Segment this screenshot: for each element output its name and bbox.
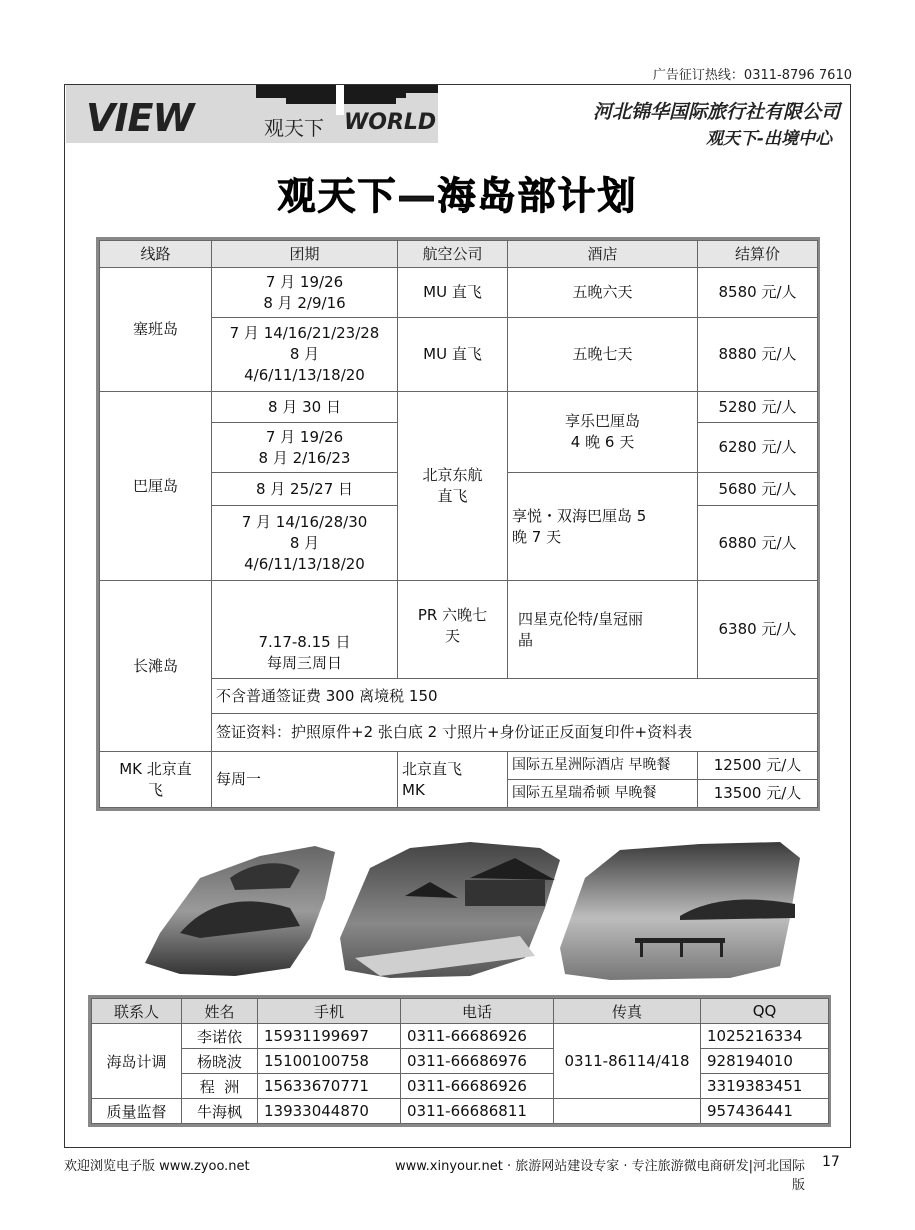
price-cell: 6880 元/人 — [698, 506, 818, 581]
header-contact: 联系人 — [92, 999, 182, 1024]
route-saipan: 塞班岛 — [100, 268, 212, 392]
contact-mobile: 15633670771 — [258, 1074, 401, 1099]
header-airline: 航空公司 — [398, 241, 508, 268]
contact-fax-empty — [554, 1099, 701, 1124]
header-qq: QQ — [701, 999, 829, 1024]
price-cell: 8580 元/人 — [698, 268, 818, 318]
dates-cell: 8 月 25/27 日 — [212, 473, 398, 506]
header-price: 结算价 — [698, 241, 818, 268]
photo-island-hills — [145, 846, 335, 976]
table-row — [100, 268, 818, 318]
photo-resort-huts — [340, 842, 560, 978]
contact-qq: 3319383451 — [701, 1074, 829, 1099]
airline-cell: PR 六晚七 天 — [398, 581, 508, 679]
contact-mobile: 15100100758 — [258, 1049, 401, 1074]
hotel-cell: 享乐巴厘岛 4 晚 6 天 — [508, 392, 698, 473]
dates-cell: 7.17-8.15 日 每周三周日 — [212, 581, 398, 679]
header-route: 线路 — [100, 241, 212, 268]
ad-hotline: 广告征订热线：0311-8796 7610 — [652, 68, 852, 83]
dates-cell: 7 月 14/16/28/30 8 月 4/6/11/13/18/20 — [212, 506, 398, 581]
plan-table — [96, 237, 820, 811]
hotel-cell: 享悦・双海巴厘岛 5 晚 7 天 — [508, 473, 698, 581]
price-cell: 6380 元/人 — [698, 581, 818, 679]
group-quality: 质量监督 — [92, 1099, 182, 1124]
table-row — [92, 1074, 829, 1099]
hotel-cell: 国际五星瑞希顿 早晚餐 — [508, 780, 698, 808]
dates-cell: 8 月 30 日 — [212, 392, 398, 423]
header-phone: 电话 — [401, 999, 554, 1024]
header-mobile: 手机 — [258, 999, 401, 1024]
table-row — [100, 392, 818, 423]
contact-qq: 957436441 — [701, 1099, 829, 1124]
table-row — [100, 752, 818, 780]
contact-qq: 1025216334 — [701, 1024, 829, 1049]
logo — [86, 96, 437, 140]
logo-sub-text: 观天下 — [264, 116, 324, 140]
airline-cell: 北京直飞 MK — [398, 752, 508, 808]
contact-name: 牛海枫 — [182, 1099, 258, 1124]
contact-name: 杨晓波 — [182, 1049, 258, 1074]
page-number: 17 — [822, 1154, 840, 1170]
table-row — [92, 1049, 829, 1074]
contact-table — [88, 995, 831, 1127]
price-cell: 5680 元/人 — [698, 473, 818, 506]
price-cell: 8880 元/人 — [698, 318, 818, 392]
contact-mobile: 13933044870 — [258, 1099, 401, 1124]
header-hotel: 酒店 — [508, 241, 698, 268]
hotel-cell: 四星克伦特/皇冠丽 晶 — [508, 581, 698, 679]
company-name: 河北锦华国际旅行社有限公司 — [592, 101, 840, 123]
contact-phone: 0311-66686811 — [401, 1099, 554, 1124]
footer-right: www.xinyour.net · 旅游网站建设专家 · 专注旅游微电商研发|河北国际版 — [394, 1159, 805, 1193]
contact-name: 程 洲 — [182, 1074, 258, 1099]
table-row — [92, 1024, 829, 1049]
plan-header-row — [100, 241, 818, 268]
company-dept: 观天下-出境中心 — [705, 129, 832, 149]
dates-cell: 7 月 14/16/21/23/28 8 月 4/6/11/13/18/20 — [212, 318, 398, 392]
airline-cell: 北京东航 直飞 — [398, 392, 508, 581]
airline-cell: MU 直飞 — [398, 318, 508, 392]
visa-docs-note: 签证资料：护照原件+2 张白底 2 寸照片+身份证正反面复印件+资料表 — [212, 714, 818, 752]
footer-left: 欢迎浏览电子版 www.zyoo.net — [64, 1159, 250, 1174]
contact-phone: 0311-66686976 — [401, 1049, 554, 1074]
contact-phone: 0311-66686926 — [401, 1074, 554, 1099]
route-maldives: MK 北京直 飞 — [100, 752, 212, 808]
contact-qq: 928194010 — [701, 1049, 829, 1074]
contact-header-row — [92, 999, 829, 1024]
header-fax: 传真 — [554, 999, 701, 1024]
price-cell: 13500 元/人 — [698, 780, 818, 808]
header-dates: 团期 — [212, 241, 398, 268]
group-island-ops: 海岛计调 — [92, 1024, 182, 1099]
logo-world-text: WORLD — [344, 110, 437, 135]
contact-mobile: 15931199697 — [258, 1024, 401, 1049]
price-cell: 6280 元/人 — [698, 423, 818, 473]
hotel-cell: 国际五星洲际酒店 早晚餐 — [508, 752, 698, 780]
airline-cell: MU 直飞 — [398, 268, 508, 318]
visa-fee-note: 不含普通签证费 300 离境税 150 — [212, 679, 818, 714]
route-boracay: 长滩岛 — [100, 581, 212, 752]
header-name: 姓名 — [182, 999, 258, 1024]
dates-cell: 每周一 — [212, 752, 398, 808]
table-row — [100, 581, 818, 679]
contact-fax: 0311-86114/418 — [554, 1024, 701, 1099]
page-title: 观天下—海岛部计划 — [277, 174, 638, 218]
route-bali: 巴厘岛 — [100, 392, 212, 581]
table-row — [92, 1099, 829, 1124]
price-cell: 12500 元/人 — [698, 752, 818, 780]
contact-phone: 0311-66686926 — [401, 1024, 554, 1049]
logo-view-text: VIEW — [86, 96, 194, 140]
photo-beach-pier — [560, 842, 800, 980]
dates-cell: 7 月 19/26 8 月 2/9/16 — [212, 268, 398, 318]
dates-cell: 7 月 19/26 8 月 2/16/23 — [212, 423, 398, 473]
price-cell: 5280 元/人 — [698, 392, 818, 423]
hotel-cell: 五晚七天 — [508, 318, 698, 392]
contact-name: 李诺依 — [182, 1024, 258, 1049]
hotel-cell: 五晚六天 — [508, 268, 698, 318]
island-photo-collage — [140, 838, 805, 984]
